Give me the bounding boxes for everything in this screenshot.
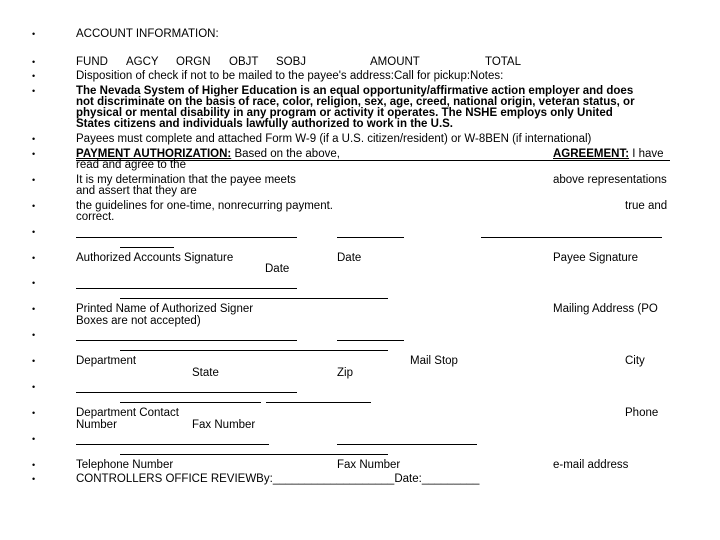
contact-line-continuation [120, 402, 261, 403]
state-label: State [192, 367, 219, 379]
printed-name-line [76, 288, 297, 289]
authorized-date-line [337, 237, 404, 238]
mailing-address-label: Mailing Address (PO [553, 303, 658, 315]
determination-text: It is my determination that the payee meets [76, 174, 296, 186]
printed-name-line-continuation [120, 298, 388, 299]
eeo-statement-line: States citizens and individuals lawfully authorized to work in the U.S. [76, 118, 454, 130]
printed-name-label: Printed Name of Authorized Signer [76, 303, 254, 315]
city-label: City [625, 355, 645, 367]
review-date-blank: _________ [421, 473, 480, 485]
bullet: • [32, 278, 36, 288]
signature-line-continuation [120, 247, 174, 248]
bullet: • [32, 434, 36, 444]
bullet: • [32, 474, 36, 484]
bullet: • [32, 382, 36, 392]
mail-stop-label: Mail Stop [410, 355, 458, 367]
department-line-continuation [120, 350, 388, 351]
payment-authorization-label: PAYMENT AUTHORIZATION: [76, 148, 232, 160]
bullet: • [32, 29, 36, 39]
col-fund: FUND [76, 56, 108, 68]
guidelines-text: the guidelines for one-time, nonrecurring payment. [76, 200, 333, 212]
bullet: • [32, 460, 36, 470]
account-information-heading: ACCOUNT INFORMATION: [76, 28, 219, 40]
disposition-line: Disposition of check if not to be mailed to the payee's address:Call for pickup:Notes: [76, 70, 504, 82]
date-label: Date [337, 252, 362, 264]
bullet: • [32, 149, 36, 159]
col-objt: OBJT [229, 56, 259, 68]
eeo-statement-line: The Nevada System of Higher Education is an equal opportunity/affirmative action employer and does [76, 85, 634, 97]
bullet: • [32, 253, 36, 263]
date-label: Date [265, 263, 290, 275]
bullet: • [32, 227, 36, 237]
bullet: • [32, 175, 36, 185]
department-contact-label: Department Contact [76, 407, 179, 419]
email-address-label: e-mail address [553, 459, 629, 471]
col-total: TOTAL [485, 56, 521, 68]
fax-number-label: Fax Number [337, 459, 401, 471]
controllers-office-review-label: CONTROLLERS OFFICE REVIEWBy: [76, 473, 273, 485]
eeo-statement-line: physical or mental disability in any program or activity it operates. The NSHE employs only United [76, 107, 613, 119]
review-date-label: Date: [394, 473, 422, 485]
boxes-not-accepted-text: Boxes are not accepted) [76, 315, 201, 327]
controllers-office-review [76, 473, 479, 485]
phone-label: Phone [625, 407, 659, 419]
fax-number-label: Fax Number [192, 419, 256, 431]
contact-line-continuation [266, 402, 371, 403]
agreement-text: I have [629, 148, 664, 160]
telephone-line [76, 444, 269, 445]
telephone-number-label: Telephone Number [76, 459, 174, 471]
department-line [76, 340, 297, 341]
authorized-accounts-signature-label: Authorized Accounts Signature [76, 252, 234, 264]
bullet: • [32, 86, 36, 96]
fax-line [337, 444, 477, 445]
bullet: • [32, 408, 36, 418]
col-orgn: ORGN [176, 56, 211, 68]
bullet: • [32, 134, 36, 144]
zip-label: Zip [337, 367, 353, 379]
number-label: Number [76, 419, 117, 431]
assert-text: and assert that they are [76, 185, 197, 197]
col-amount: AMOUNT [370, 56, 420, 68]
payee-signature-line [481, 237, 662, 238]
telephone-line-continuation [120, 454, 388, 455]
above-representations-text: above representations [553, 174, 667, 186]
department-label: Department [76, 355, 137, 367]
agreement-label: AGREEMENT: [553, 148, 630, 160]
bullet: • [32, 330, 36, 340]
reviewer-blank: ___________________ [272, 473, 395, 485]
eeo-statement-line: not discriminate on the basis of race, color, religion, sex, age, creed, national origin, veteran status, or [76, 96, 635, 108]
payee-signature-label: Payee Signature [553, 252, 639, 264]
w9-instruction: Payees must complete and attached Form W-9 (if a U.S. citizen/resident) or W-8BEN (if international) [76, 133, 592, 145]
contact-line [76, 392, 297, 393]
mail-stop-line [337, 340, 404, 341]
correct-text: correct. [76, 211, 115, 223]
true-and-text: true and [625, 200, 668, 212]
agreement [553, 148, 664, 160]
col-agcy: AGCY [126, 56, 159, 68]
authorized-signature-line [76, 237, 297, 238]
bullet: • [32, 57, 36, 67]
payment-authorization-text: Based on the above, [231, 148, 340, 160]
bullet: • [32, 201, 36, 211]
col-sobj: SOBJ [276, 56, 307, 68]
bullet: • [32, 356, 36, 366]
bullet: • [32, 71, 36, 81]
bullet: • [32, 304, 36, 314]
read-agree-text: read and agree to the [76, 159, 186, 171]
